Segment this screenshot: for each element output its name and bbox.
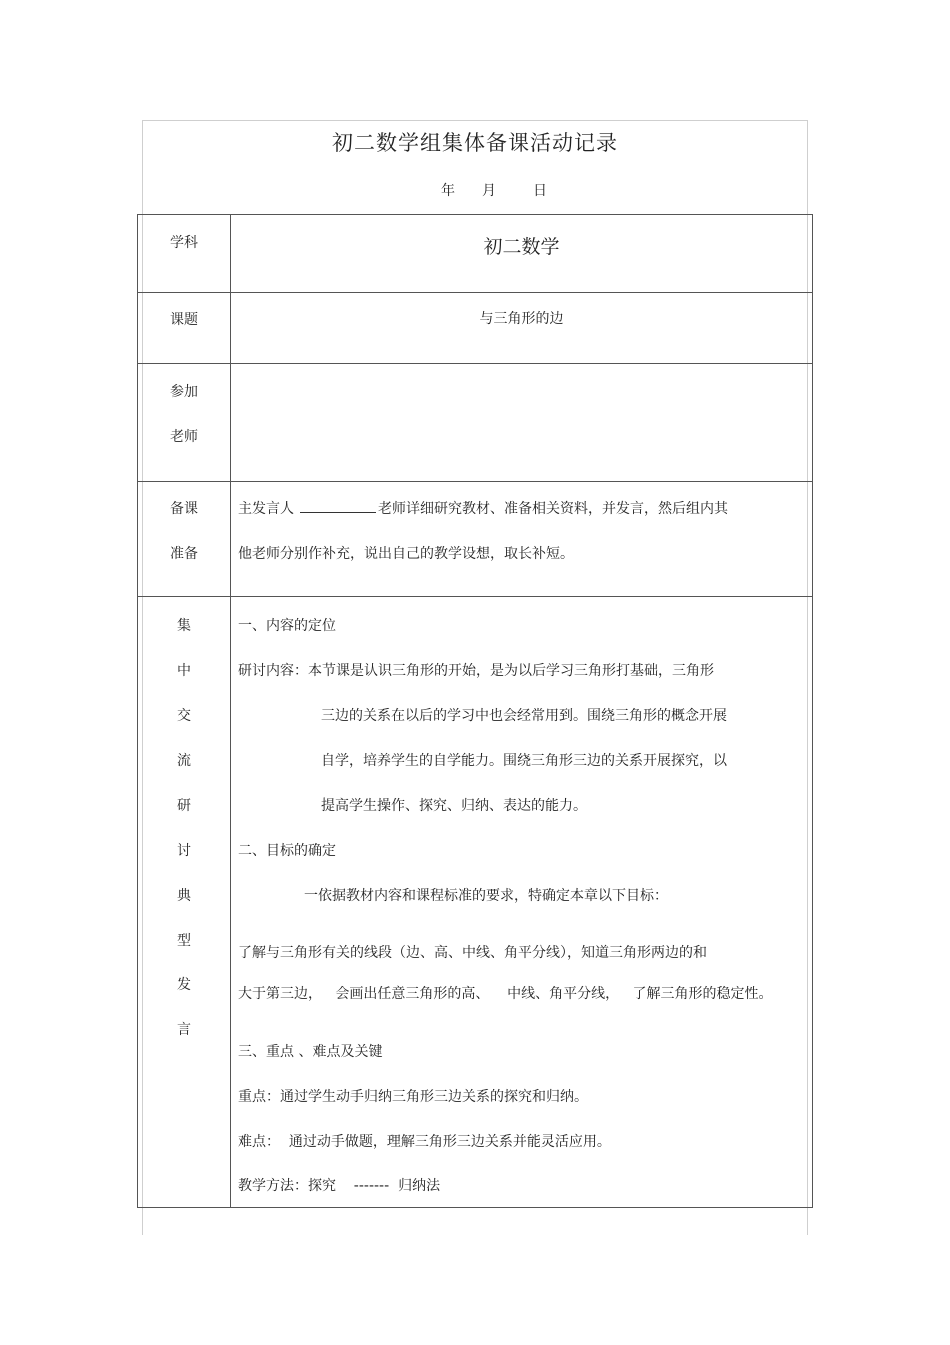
discussion-line: 三边的关系在以后的学习中也会经常用到。围绕三角形的概念开展 xyxy=(321,708,727,724)
prep-content xyxy=(231,482,813,597)
prep-line-1 xyxy=(238,498,728,518)
page-title: 初二数学组集体备课活动记录 xyxy=(332,131,618,155)
prep-label xyxy=(138,482,231,597)
discussion-label-char: 交 xyxy=(177,708,191,724)
discussion-label-char: 研 xyxy=(177,798,191,814)
prep-text-before: 主发言人 xyxy=(238,501,294,517)
date-day: 日 xyxy=(533,183,547,199)
discussion-label-char: 型 xyxy=(177,933,191,949)
teachers-label-line2: 老师 xyxy=(170,429,198,445)
discussion-label-char: 言 xyxy=(177,1022,191,1038)
discussion-label-char: 中 xyxy=(177,663,191,679)
discussion-label-char: 发 xyxy=(177,977,191,993)
discussion-line: 重点：通过学生动手归纳三角形三边关系的探究和归纳。 xyxy=(238,1089,588,1105)
date-month: 月 xyxy=(482,183,496,199)
discussion-line: 大于第三边， 会画出任意三角形的高、 中线、角平分线， 了解三角形的稳定性。 xyxy=(238,986,773,1002)
section-heading-goals: 二、目标的确定 xyxy=(238,843,336,859)
subject-row xyxy=(138,215,813,293)
prep-label-line2: 准备 xyxy=(170,546,198,562)
record-table xyxy=(137,214,813,1208)
prep-text-after: 老师详细研究教材、准备相关资料，并发言，然后组内其 xyxy=(378,501,728,517)
prep-row xyxy=(138,482,813,597)
discussion-line: 了解与三角形有关的线段（边、高、中线、角平分线），知道三角形两边的和 xyxy=(238,945,707,961)
discussion-label-char: 讨 xyxy=(177,843,191,859)
discussion-line: 提高学生操作、探究、归纳、表达的能力。 xyxy=(321,798,587,814)
subject-label: 学科 xyxy=(138,215,231,293)
date-year: 年 xyxy=(441,183,455,199)
teachers-value xyxy=(231,364,813,482)
discussion-content xyxy=(231,597,813,1208)
topic-value: 与三角形的边 xyxy=(231,293,813,364)
discussion-line: 研讨内容：本节课是认识三角形的开始，是为以后学习三角形打基础，三角形 xyxy=(238,663,714,679)
discussion-line: 一依据教材内容和课程标准的要求，特确定本章以下目标： xyxy=(304,888,668,904)
teachers-row xyxy=(138,364,813,482)
teachers-label xyxy=(138,364,231,482)
prep-label-line1: 备课 xyxy=(170,501,198,517)
subject-value: 初二数学 xyxy=(231,215,813,293)
speaker-blank xyxy=(300,498,376,513)
discussion-line: 教学方法：探究 ------- 归纳法 xyxy=(238,1178,441,1194)
teachers-label-line1: 参加 xyxy=(170,384,198,400)
prep-line-2: 他老师分别作补充，说出自己的教学设想，取长补短。 xyxy=(238,546,574,562)
topic-label: 课题 xyxy=(138,293,231,364)
discussion-label xyxy=(138,597,231,1208)
discussion-line: 自学，培养学生的自学能力。围绕三角形三边的关系开展探究，以 xyxy=(321,753,727,769)
discussion-line: 难点： 通过动手做题，理解三角形三边关系并能灵活应用。 xyxy=(238,1134,611,1150)
discussion-label-char: 集 xyxy=(177,618,191,634)
topic-row xyxy=(138,293,813,364)
section-heading-keypoints: 三、重点 、难点及关键 xyxy=(238,1044,383,1060)
discussion-row xyxy=(138,597,813,1208)
discussion-label-char: 典 xyxy=(177,888,191,904)
section-heading-positioning: 一、内容的定位 xyxy=(238,618,336,634)
discussion-label-char: 流 xyxy=(177,753,191,769)
